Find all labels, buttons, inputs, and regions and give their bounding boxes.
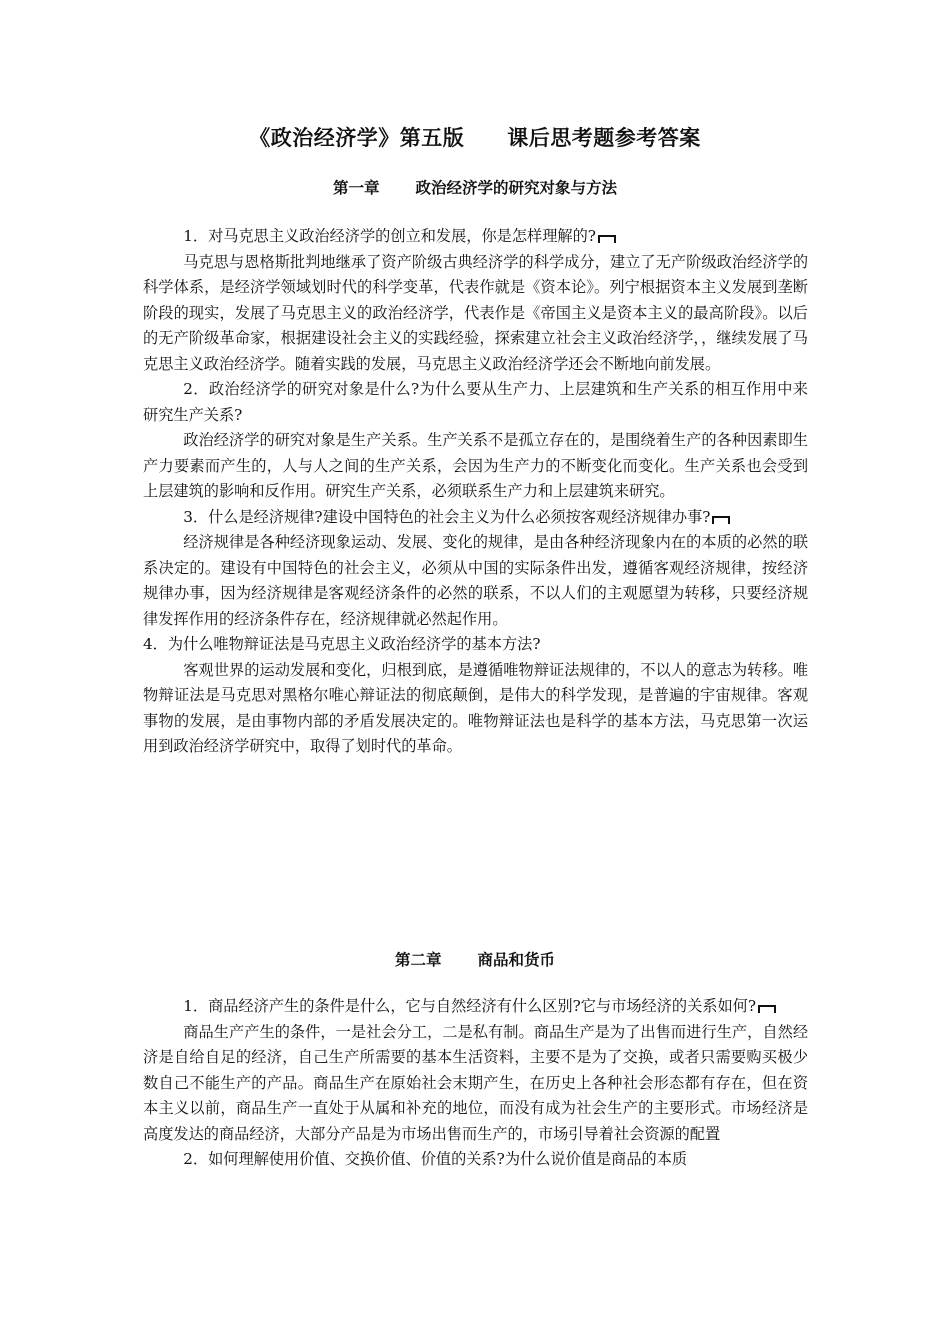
question-paragraph	[143, 224, 808, 250]
answer-paragraph: 客观世界的运动发展和变化，归根到底，是遵循唯物辩证法规律的，不以人的意志为转移。唯物辩证法是马克思对黑格尔唯心辩证法的彻底颠倒，是伟大的科学发现，是普遍的宇宙规律。客观事物的发展，是由事物内部的矛盾发展决定的。唯物辩证法也是科学的基本方法，马克思第一次运用到政治经济学研究中，取得了划时代的革命。	[143, 660, 808, 755]
answer-paragraph: 商品生产产生的条件，一是社会分工，二是私有制。商品生产是为了出售而进行生产，自然经济是自给自足的经济，自己生产所需要的基本生活资料，主要不是为了交换，或者只需要购买极少数自己不能生产的产品。商品生产在原始社会末期产生，在历史上各种社会形态都有存在，但在资本主义以前，商品生产一直处于从属和补充的地位，而没有成为社会生产的主要形式。市场经济是高度发达的商品经济，大部分产品是为市场出售而生产的，市场引导着社会资源的配置	[143, 1022, 808, 1143]
question-paragraph: 2．政治经济学的研究对象是什么?为什么要从生产力、上层建筑和生产关系的相互作用中来研究生产关系?	[143, 380, 808, 424]
question-paragraph	[143, 994, 808, 1020]
answer-paragraph: 经济规律是各种经济现象运动、发展、变化的规律，是由各种经济现象内在的本质的必然的联系决定的。建设有中国特色的社会主义，必须从中国的实际条件出发，遵循客观经济规律，按经济规律办事，因为经济规律是客观经济条件的必然的联系，不以人们的主观愿望为转移，只要经济规律发挥作用的经济条件存在，经济规律就必然起作用。	[143, 533, 808, 628]
answer-paragraph: 马克思与恩格斯批判地继承了资产阶级古典经济学的科学成分，建立了无产阶级政治经济学的科学体系，是经济学领域划时代的科学变革，代表作就是《资本论》。列宁根据资本主义发展到垄断阶段的现实，发展了马克思主义的政治经济学，代表作是《帝国主义是资本主义的最高阶段》。以后的无产阶级革命家，根据建设社会主义的实践经验，探索建立社会主义政治经济学，，继续发展了马克思主义政治经济学。随着实践的发展，马克思主义政治经济学还会不断地向前发展。	[143, 252, 808, 373]
chapter-1-body	[143, 224, 808, 760]
chapter-1-name: 政治经济学的研究对象与方法	[415, 179, 618, 197]
document-title: 《政治经济学》第五版 课后思考题参考答案	[249, 126, 701, 150]
bracket-mark-icon	[758, 1005, 776, 1013]
chapter-1-heading	[0, 176, 950, 198]
question-text: 1．商品经济产生的条件是什么，它与自然经济有什么区别?它与市场经济的关系如何?	[183, 997, 756, 1015]
bracket-mark-icon	[712, 516, 730, 524]
chapter-1-number: 第一章	[332, 179, 380, 197]
question-paragraph	[143, 505, 808, 531]
question-text: 1．对马克思主义政治经济学的创立和发展，你是怎样理解的?	[183, 227, 596, 245]
question-paragraph: 2．如何理解使用价值、交换价值、价值的关系?为什么说价值是商品的本质	[183, 1150, 688, 1168]
bracket-mark-icon	[598, 235, 616, 243]
question-text: 3．什么是经济规律?建设中国特色的社会主义为什么必须按客观经济规律办事?	[183, 507, 711, 526]
chapter-2-heading	[0, 948, 950, 970]
question-paragraph: 4．为什么唯物辩证法是马克思主义政治经济学的基本方法?	[143, 635, 541, 653]
chapter-2-body	[143, 994, 808, 1173]
chapter-2-number: 第二章	[394, 951, 442, 969]
chapter-2-name: 商品和货币	[477, 951, 556, 969]
answer-paragraph: 政治经济学的研究对象是生产关系。生产关系不是孤立存在的，是围绕着生产的各种因素即生产力要素而产生的，人与人之间的生产关系，会因为生产力的不断变化而变化。生产关系也会受到上层建筑的影响和反作用。研究生产关系，必须联系生产力和上层建筑来研究。	[143, 431, 808, 500]
